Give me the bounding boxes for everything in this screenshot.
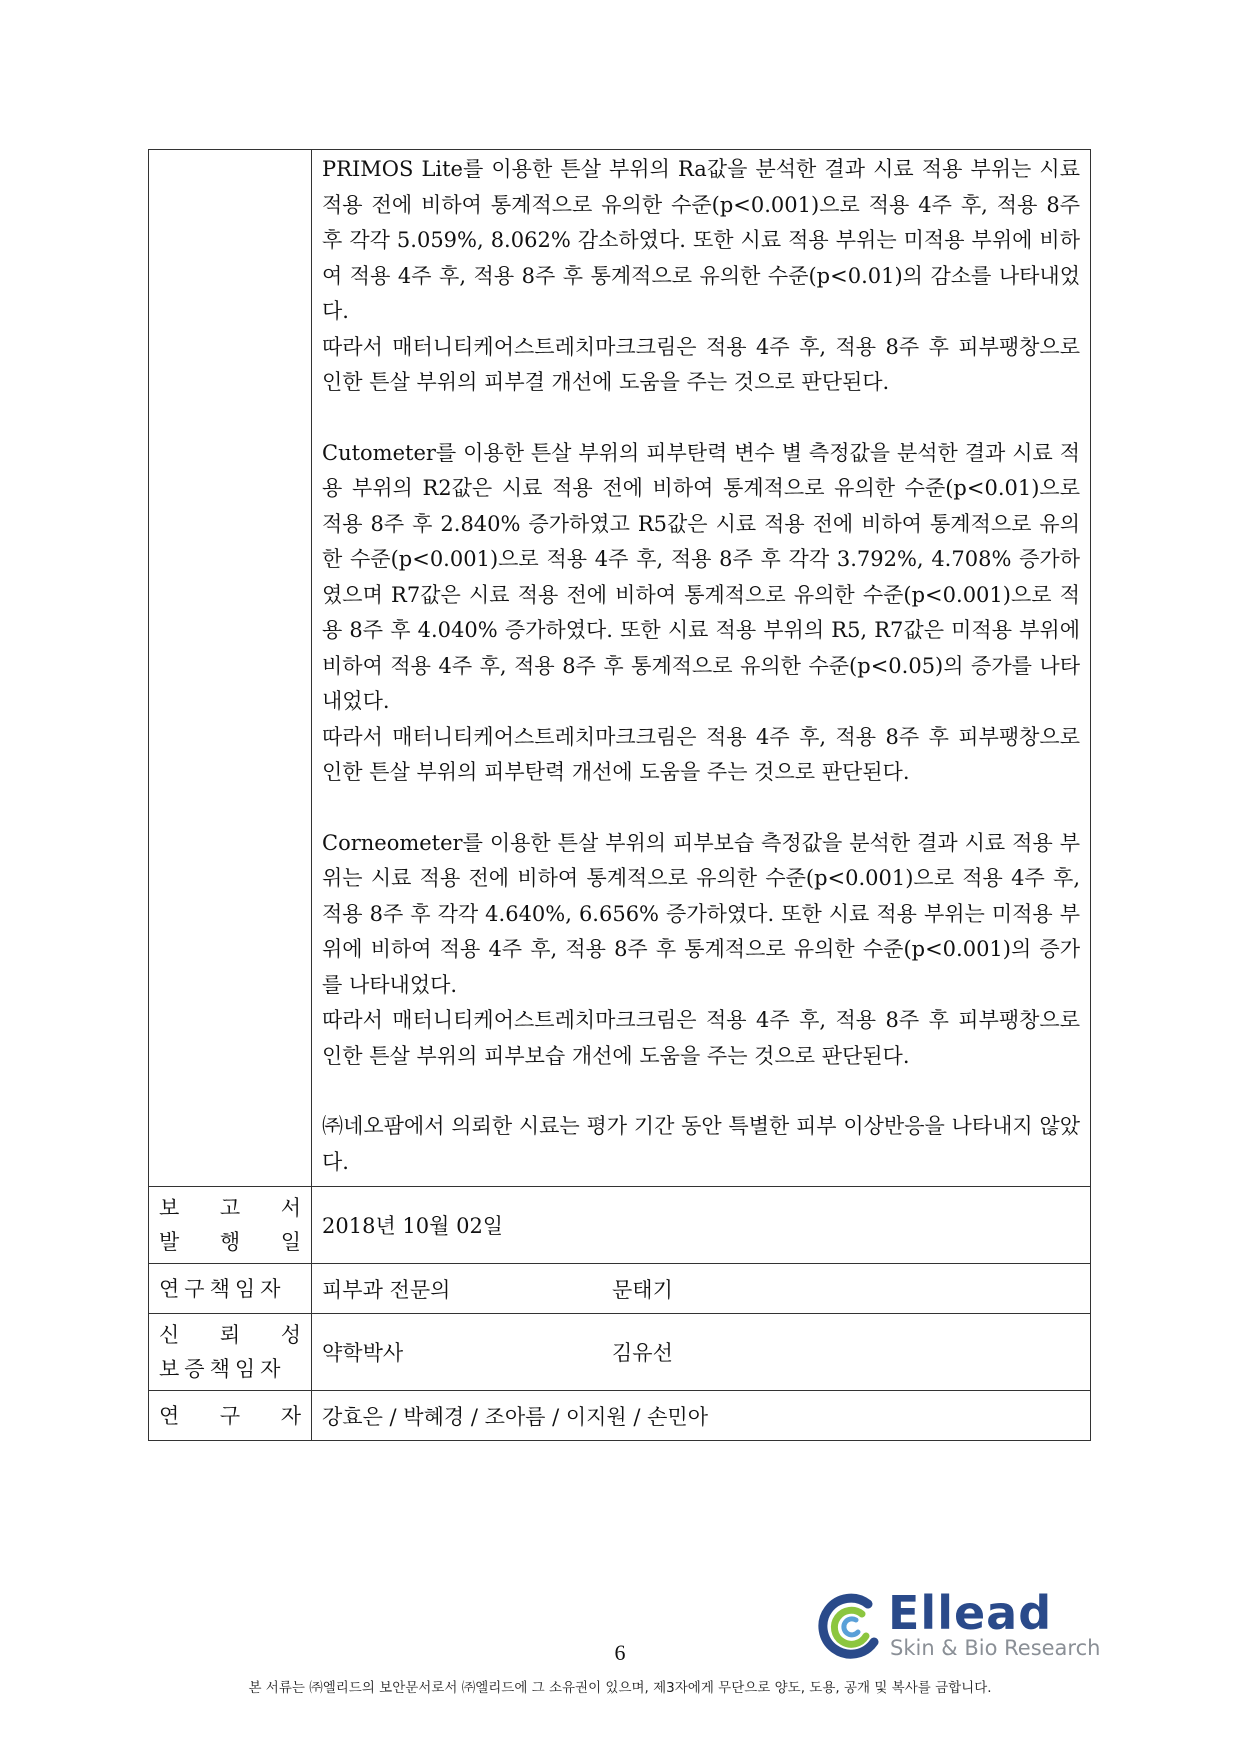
pi-label: 연구책임자 (149, 1264, 312, 1314)
result-block-cutometer (322, 436, 1080, 791)
pi-name: 문태기 (612, 1277, 673, 1302)
paragraph: Corneometer를 이용한 튼살 부위의 피부보습 측정값을 분석한 결과 시료 적용 부위는 시료 적용 전에 비하여 통계적으로 유의한 수준(p<0.001)으로 적용 4주 후, 적용 8주 후 각각 4.640%, 6.656% 증가하였다. 또한 시료 적용 부위는 미적용 부위에 비하여 적용 4주 후, 적용 8주 후 통계적으로 유의한 수준(p<0.001)의 증가를 나타내었다. (322, 830, 1080, 997)
result-block-primos (322, 152, 1080, 401)
result-block-safety (322, 1109, 1080, 1180)
issue-date-label: 보 고 서 발 행 일 (149, 1187, 312, 1264)
researchers-label: 연 구 자 (149, 1391, 312, 1441)
issue-date-value: 2018년 10월 02일 (312, 1187, 1091, 1264)
logo-subtitle: Skin & Bio Research (890, 1636, 1101, 1660)
empty-label-cell (149, 150, 312, 1187)
researchers-value: 강효은 / 박혜경 / 조아름 / 이지원 / 손민아 (312, 1391, 1091, 1441)
paragraph: ㈜네오팜에서 의뢰한 시료는 평가 기간 동안 특별한 피부 이상반응을 나타내지 않았다. (322, 1114, 1080, 1174)
page-number: 6 (614, 1640, 626, 1665)
pi-title: 피부과 전문의 (322, 1277, 451, 1302)
qa-name: 김유선 (612, 1341, 673, 1365)
paragraph: PRIMOS Lite를 이용한 튼살 부위의 Ra값을 분석한 결과 시료 적용 부위는 시료 적용 전에 비하여 통계적으로 유의한 수준(p<0.001)으로 적용 4주 후, 적용 8주 후 각각 5.059%, 8.062% 감소하였다. 또한 시료 적용 부위는 미적용 부위에 비하여 적용 4주 후, 적용 8주 후 통계적으로 유의한 수준(p<0.01)의 감소를 나타내었다. (322, 157, 1080, 323)
result-block-corneometer (322, 826, 1080, 1075)
footer-notice: 본 서류는 ㈜엘리드의 보안문서로서 ㈜엘리드에 그 소유권이 있으며, 제3자에게 무단으로 양도, 도용, 공개 및 복사를 금합니다. (248, 1680, 992, 1696)
paragraph: 따라서 매터니티케어스트레치마크크림은 적용 4주 후, 적용 8주 후 피부팽창으로 인한 튼살 부위의 피부보습 개선에 도움을 주는 것으로 판단된다. (322, 1008, 1080, 1068)
paragraph: Cutometer를 이용한 튼살 부위의 피부탄력 변수 별 측정값을 분석한 결과 시료 적용 부위의 R2값은 시료 적용 전에 비하여 통계적으로 유의한 수준(p<0.01)으로 적용 8주 후 2.840% 증가하였고 R5값은 시료 적용 전에 비하여 통계적으로 유의한 수준(p<0.001)으로 적용 4주 후, 적용 8주 후 각각 3.792%, 4.708% 증가하였으며 R7값은 시료 적용 전에 비하여 통계적으로 유의한 수준(p<0.001)으로 적용 8주 후 4.040% 증가하였다. 또한 시료 적용 부위의 R5, R7값은 미적용 부위에 비하여 적용 4주 후, 적용 8주 후 통계적으로 유의한 수준(p<0.05)의 증가를 나타내었다. (322, 440, 1080, 713)
qa-title: 약학박사 (322, 1341, 404, 1365)
results-cell (312, 150, 1091, 1187)
paragraph: 따라서 매터니티케어스트레치마크크림은 적용 4주 후, 적용 8주 후 피부팽창으로 인한 튼살 부위의 피부결 개선에 도움을 주는 것으로 판단된다. (322, 334, 1080, 394)
paragraph: 따라서 매터니티케어스트레치마크크림은 적용 4주 후, 적용 8주 후 피부팽창으로 인한 튼살 부위의 피부탄력 개선에 도움을 주는 것으로 판단된다. (322, 724, 1080, 784)
logo-name: Ellead (888, 1586, 1053, 1640)
pi-value (312, 1264, 1091, 1314)
qa-label: 신 뢰 성 보증책임자 (149, 1314, 312, 1391)
report-table (148, 149, 1091, 1441)
qa-value (312, 1314, 1091, 1391)
